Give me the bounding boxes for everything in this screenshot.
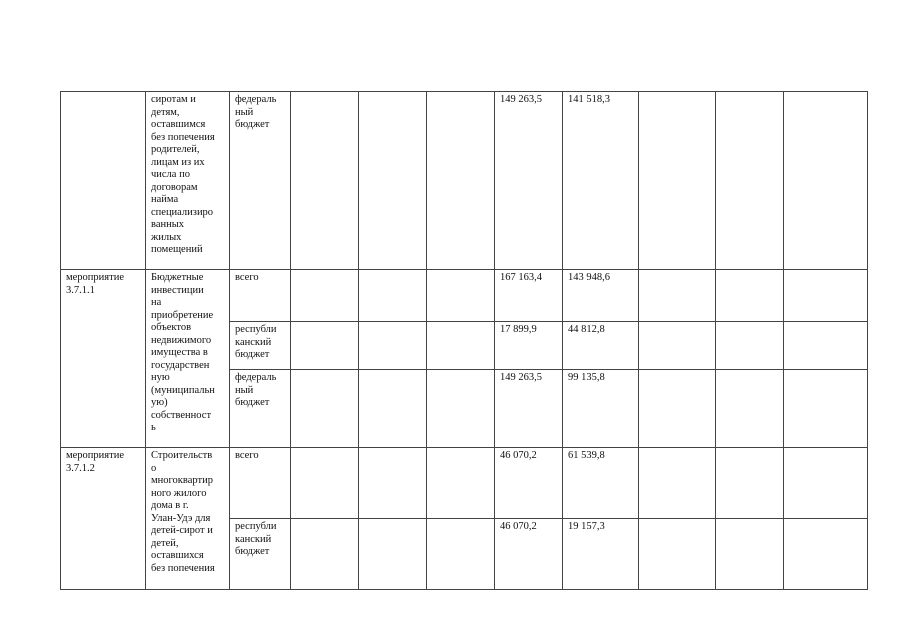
table-cell: мероприятие 3.7.1.1: [61, 270, 146, 448]
table-cell: [784, 322, 868, 370]
table-cell: [61, 92, 146, 270]
table-cell: Бюджетные инвестиции на приобретение объектов недвижимого имущества в государствен ную (муниципальн ую) собственност ь: [146, 270, 230, 448]
table-cell: [716, 270, 784, 322]
table-cell: 143 948,6: [563, 270, 639, 322]
table-cell: [784, 270, 868, 322]
table-cell: [359, 322, 427, 370]
table-cell: 141 518,3: [563, 92, 639, 270]
table-cell: [427, 92, 495, 270]
table-cell: [427, 270, 495, 322]
table-cell: Строительств о многоквартир ного жилого дома в г. Улан-Удэ для детей-сирот и детей, оставшихся без попечения: [146, 448, 230, 590]
table-cell: мероприятие 3.7.1.2: [61, 448, 146, 590]
table-cell: [639, 370, 716, 448]
table-cell: [427, 370, 495, 448]
table-cell: [639, 322, 716, 370]
table-cell: [716, 519, 784, 590]
table-cell: 149 263,5: [495, 92, 563, 270]
table-cell: [784, 448, 868, 519]
budget-table: [60, 91, 868, 590]
table-cell: 99 135,8: [563, 370, 639, 448]
table-cell: [427, 448, 495, 519]
table-cell: 167 163,4: [495, 270, 563, 322]
table-cell: [359, 448, 427, 519]
table-cell: [716, 370, 784, 448]
table-cell: [427, 519, 495, 590]
table-cell: [639, 270, 716, 322]
table-cell: 149 263,5: [495, 370, 563, 448]
table-cell: всего: [230, 270, 291, 322]
table-cell: [784, 370, 868, 448]
table-row: [61, 92, 868, 270]
table-cell: [291, 370, 359, 448]
table-cell: [291, 92, 359, 270]
table-row: [61, 270, 868, 322]
table-cell: 44 812,8: [563, 322, 639, 370]
table-cell: сиротам и детям, оставшимся без попечения родителей, лицам из их числа по договорам найма специализиро ванных жилых помещений: [146, 92, 230, 270]
table-cell: [359, 270, 427, 322]
table-cell: 46 070,2: [495, 448, 563, 519]
table-cell: [784, 92, 868, 270]
table-cell: [716, 322, 784, 370]
table-cell: [291, 448, 359, 519]
table-cell: 19 157,3: [563, 519, 639, 590]
table-cell: [359, 519, 427, 590]
table-cell: [359, 370, 427, 448]
table-cell: [291, 270, 359, 322]
table-cell: федераль ный бюджет: [230, 92, 291, 270]
table-cell: [784, 519, 868, 590]
table-cell: республи канский бюджет: [230, 519, 291, 590]
table-cell: всего: [230, 448, 291, 519]
table-row: [61, 448, 868, 519]
table-cell: 61 539,8: [563, 448, 639, 519]
table-cell: [716, 92, 784, 270]
table-cell: 17 899,9: [495, 322, 563, 370]
table-cell: [716, 448, 784, 519]
table-cell: республи канский бюджет: [230, 322, 291, 370]
table-cell: 46 070,2: [495, 519, 563, 590]
table-cell: [359, 92, 427, 270]
table-cell: [291, 519, 359, 590]
table-cell: [639, 448, 716, 519]
table-cell: [291, 322, 359, 370]
table-cell: [639, 92, 716, 270]
table-cell: [639, 519, 716, 590]
table-cell: [427, 322, 495, 370]
table-cell: федераль ный бюджет: [230, 370, 291, 448]
